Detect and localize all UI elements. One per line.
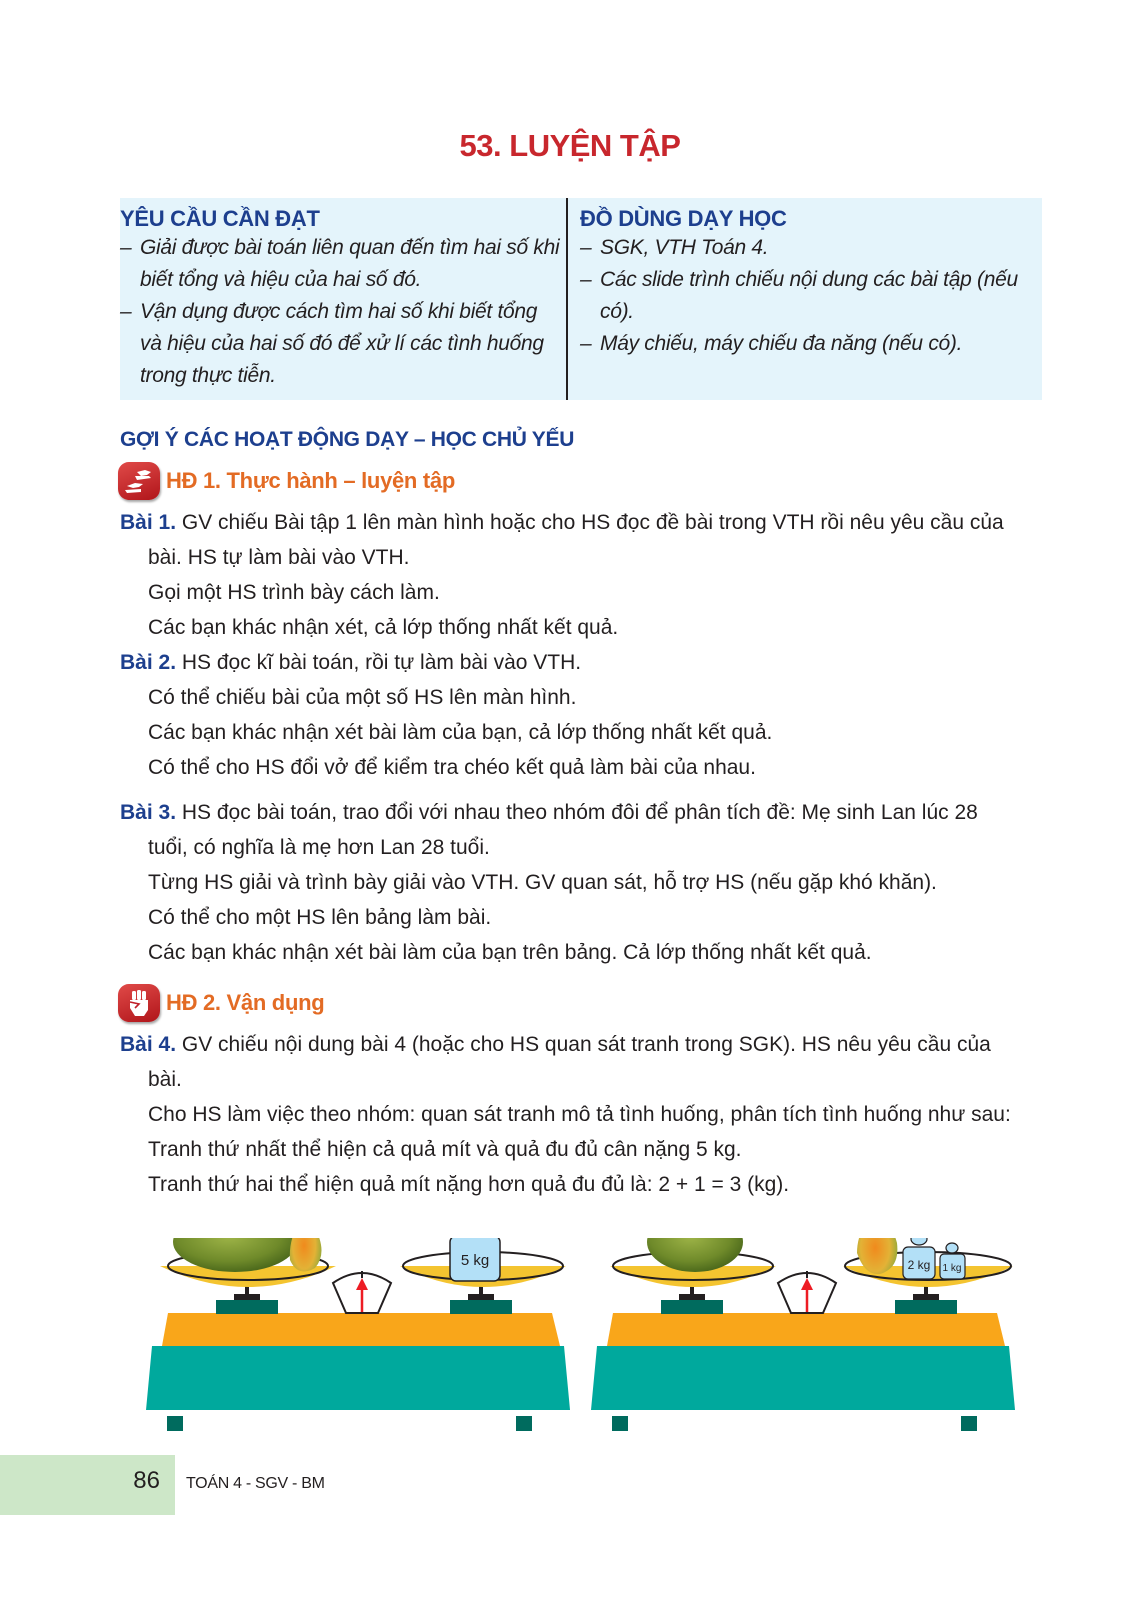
scale-foot [612,1416,628,1431]
activity-1-title: HĐ 1. Thực hành – luyện tập [166,468,455,493]
exercise-paragraph: Các bạn khác nhận xét bài làm của bạn, cả lớp thống nhất kết quả. [148,721,773,744]
exercise-paragraph: Các bạn khác nhận xét, cả lớp thống nhất kết quả. [148,616,619,639]
scale-top [162,1313,560,1346]
weight-label: 5 kg [460,1252,490,1269]
exercise-label: Bài 1. [120,511,177,534]
activity-2-title: HĐ 2. Vận dụng [166,990,325,1015]
exercise-text: HS đọc bài toán, trao đổi với nhau theo nhóm đôi để phân tích đề: Mẹ sinh Lan lúc 28 tuổi, có nghĩa là mẹ hơn Lan 28 tuổi. [148,801,978,859]
hands-practice-icon [118,462,160,500]
requirement-text: Vận dụng được cách tìm hai số khi biết tổng và hiệu của hai số đó để xử lí các tình huống trong thực tiễn. [140,300,544,387]
activity-1-heading [118,460,455,502]
material-text: Các slide trình chiếu nội dung các bài tập (nếu có). [600,268,1018,323]
scale-1 [146,1238,570,1431]
activities-heading: GỢI Ý CÁC HOẠT ĐỘNG DẠY – HỌC CHỦ YẾU [120,428,575,451]
scale-foot [167,1416,183,1431]
materials-column [580,198,1040,400]
material-text: Máy chiếu, máy chiếu đa năng (nếu có). [600,332,963,355]
requirements-heading: YÊU CẦU CẦN ĐẠT [120,206,320,231]
weight-1kg [940,1243,965,1279]
raised-fist-icon [118,984,160,1022]
exercise-intro [120,645,1020,680]
weight-2kg [903,1238,935,1279]
weight-5kg [450,1238,500,1281]
scale-2 [591,1238,1015,1431]
exercise-paragraph: Tranh thứ hai thể hiện quả mít nặng hơn quả đu đủ là: 2 + 1 = 3 (kg). [148,1173,790,1196]
exercise-text: GV chiếu Bài tập 1 lên màn hình hoặc cho HS đọc đề bài trong VTH rồi nêu yêu cầu của bài. HS tự làm bài vào VTH. [148,511,1004,569]
exercise-paragraph: Các bạn khác nhận xét bài làm của bạn trên bảng. Cả lớp thống nhất kết quả. [148,941,872,964]
exercise-label: Bài 2. [120,651,177,674]
material-text: SGK, VTH Toán 4. [600,236,769,259]
exercise-intro [120,795,1020,865]
balance-scales-illustration [140,1238,1020,1438]
scale-base [591,1346,1015,1410]
exercise-intro [120,1027,1020,1097]
exercise-label: Bài 3. [120,801,177,824]
exercise-paragraph: Gọi một HS trình bày cách làm. [148,581,440,604]
requirement-text: Giải được bài toán liên quan đến tìm hai số khi biết tổng và hiệu của hai số đó. [140,236,560,291]
scale-base [146,1346,570,1410]
exercise-paragraph: Tranh thứ nhất thể hiện cả quả mít và quả đu đủ cân nặng 5 kg. [148,1138,742,1161]
exercise-paragraph: Cho HS làm việc theo nhóm: quan sát tranh mô tả tình huống, phân tích tình huống như sau: [148,1103,1011,1126]
requirement-item [120,296,560,392]
exercise-paragraph: Từng HS giải và trình bày giải vào VTH. GV quan sát, hỗ trợ HS (nếu gặp khó khăn). [148,871,937,894]
material-item [580,328,1040,360]
scale-foot [516,1416,532,1431]
exercise-text: HS đọc kĩ bài toán, rồi tự làm bài vào VTH. [176,651,582,674]
materials-heading: ĐỒ DÙNG DẠY HỌC [580,206,787,231]
exercise-paragraph: Có thể cho một HS lên bảng làm bài. [148,906,492,929]
requirement-item [120,232,560,296]
exercise-paragraph: Có thể chiếu bài của một số HS lên màn hình. [148,686,577,709]
exercise-2 [120,645,1020,785]
lesson-title: 53. LUYỆN TẬP [459,128,681,163]
exercise-text: GV chiếu nội dung bài 4 (hoặc cho HS quan sát tranh trong SGK). HS nêu yêu cầu của bài. [148,1033,991,1091]
exercise-label: Bài 4. [120,1033,177,1056]
material-item [580,264,1040,328]
exercise-3 [120,795,1020,970]
dash: – [120,236,132,259]
exercise-paragraph: Có thể cho HS đổi vở để kiểm tra chéo kết quả làm bài của nhau. [148,756,756,779]
page-number: 86 [133,1467,160,1494]
dash: – [580,268,592,291]
weight-label: 2 kg [907,1258,931,1272]
exercise-1 [120,505,1020,645]
dash: – [120,300,132,323]
scale-foot [961,1416,977,1431]
dash: – [580,332,592,355]
exercise-4 [120,1027,1020,1202]
exercise-intro [120,505,1020,575]
dash: – [580,236,592,259]
activity-2-heading [118,982,324,1024]
requirements-box [120,198,1042,400]
scale-top [607,1313,1005,1346]
requirements-column [120,198,560,400]
weight-label: 1 kg [942,1263,962,1274]
material-item [580,232,1040,264]
column-divider [566,198,568,400]
book-title: TOÁN 4 - SGV - BM [186,1475,325,1492]
